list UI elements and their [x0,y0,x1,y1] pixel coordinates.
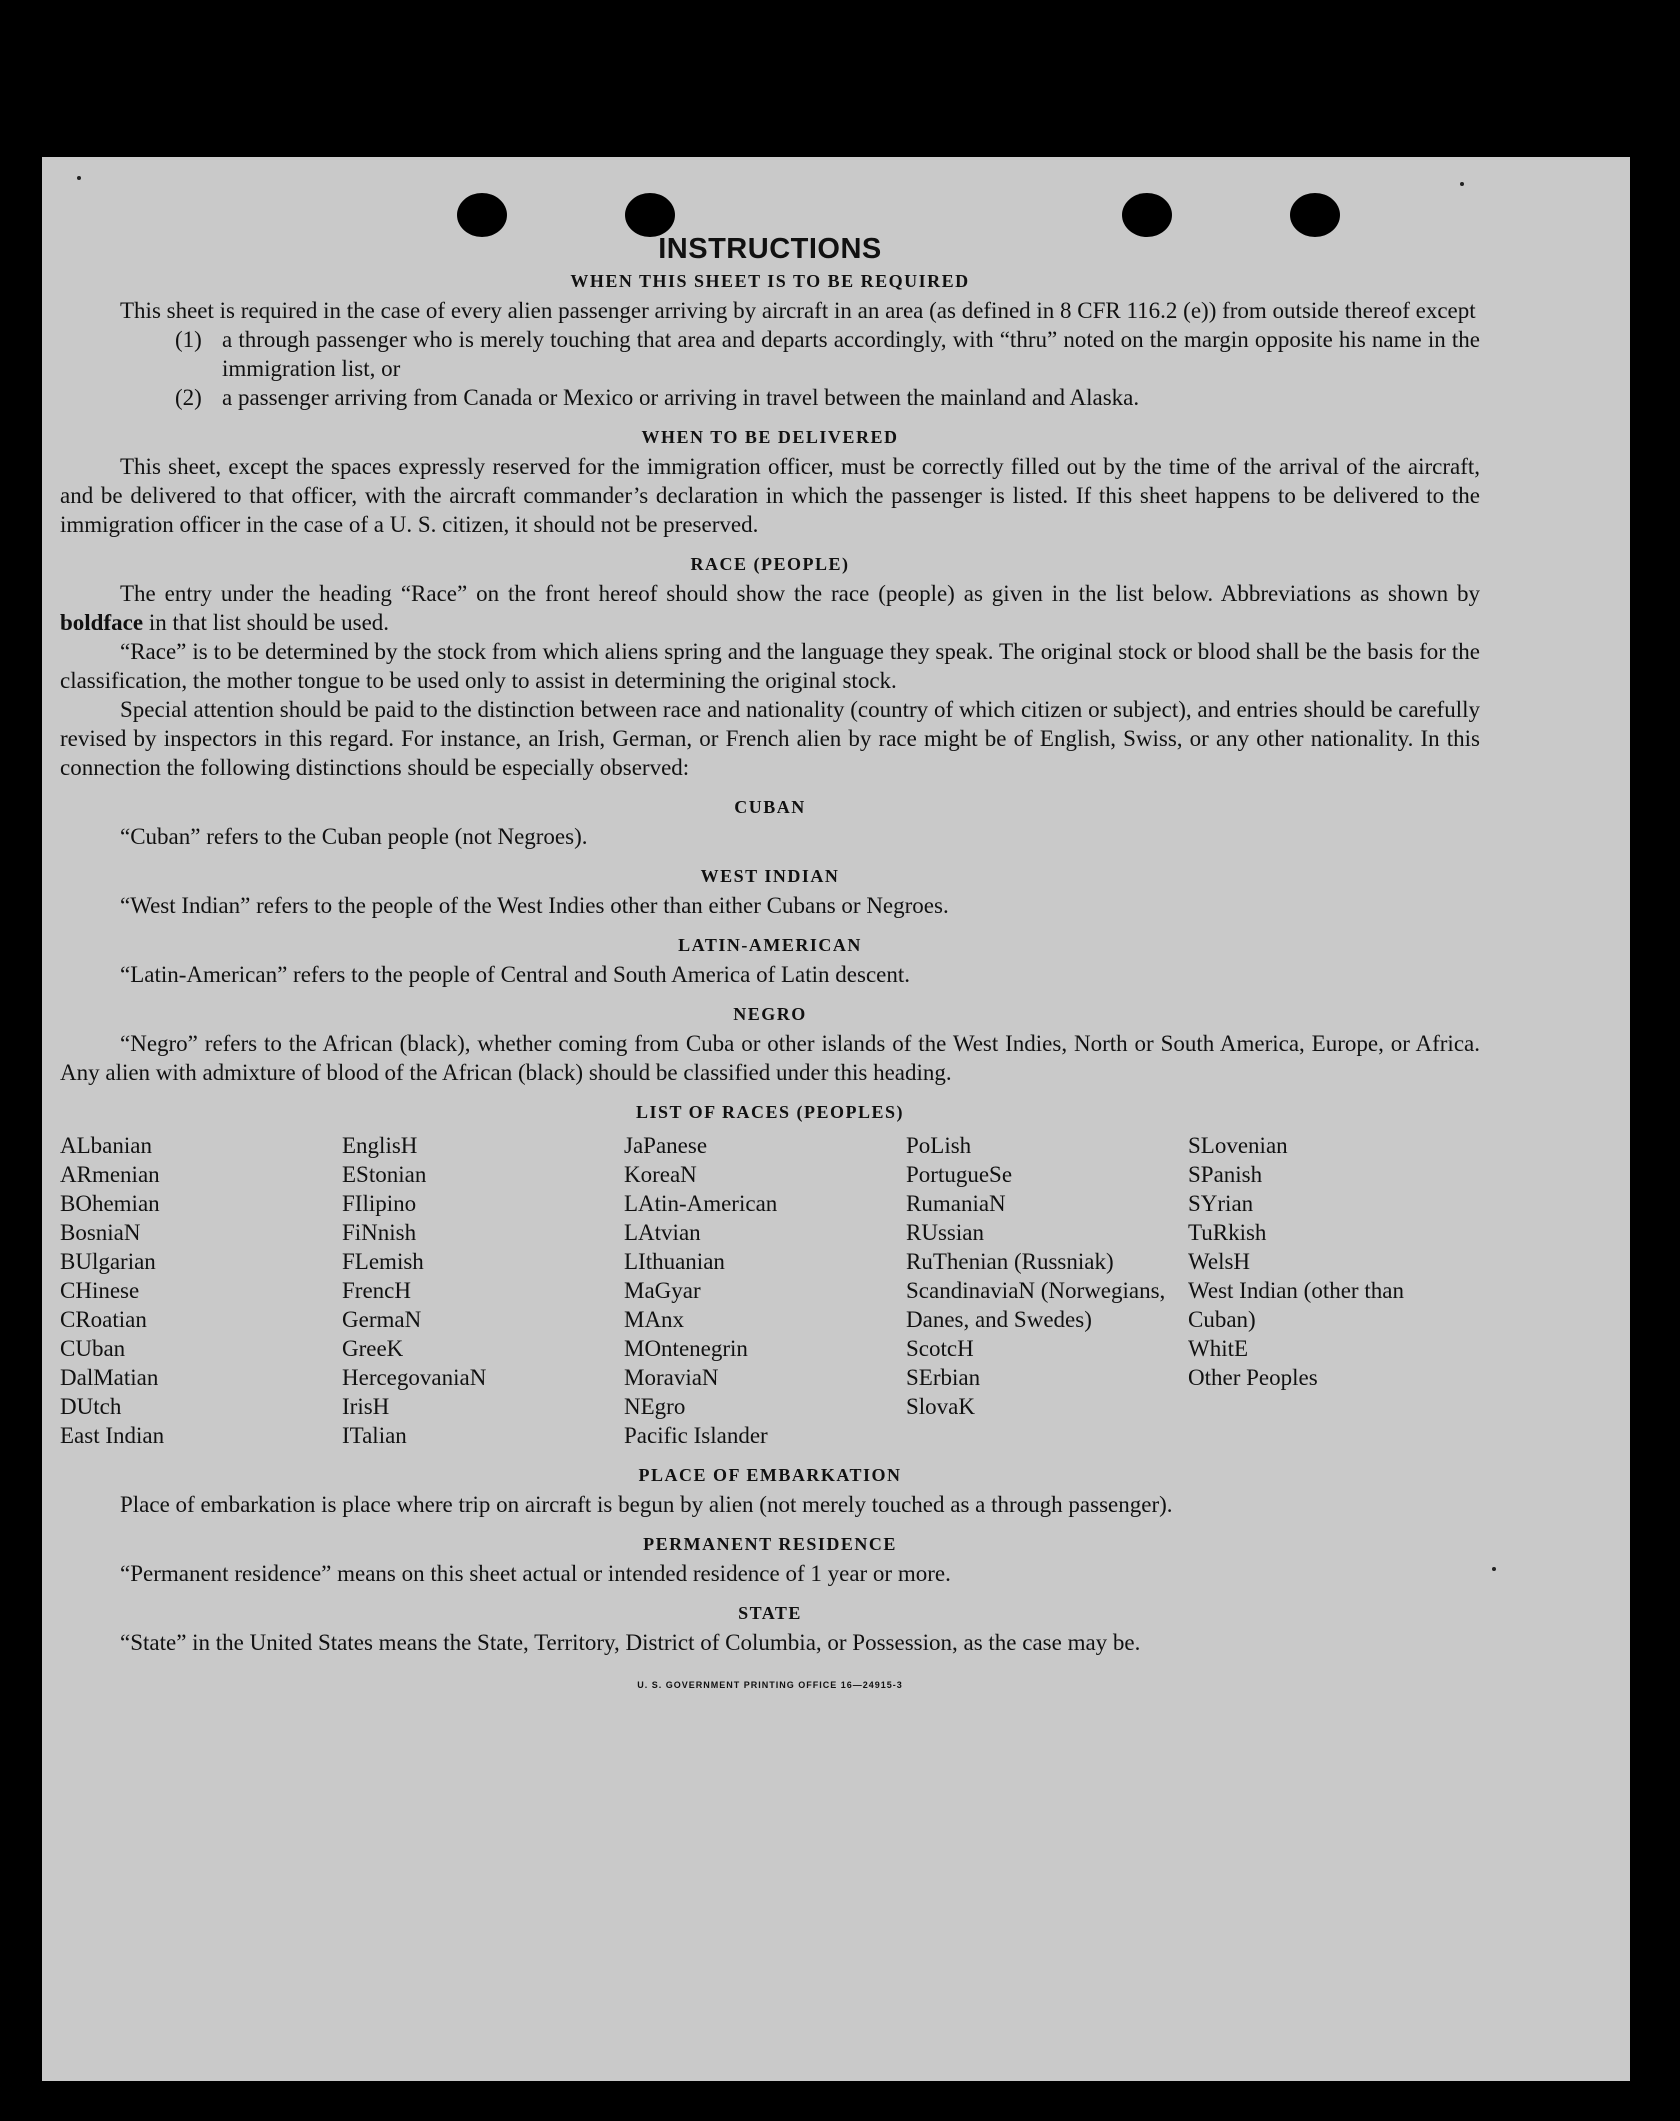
race-entry: KoreaN [624,1162,697,1187]
section-heading: LIST OF RACES (PEOPLES) [635,1102,905,1122]
race-entry: LAtvian [624,1220,701,1245]
race-entry: SYrian [1188,1191,1254,1216]
race-entry: BUlgarian [60,1249,156,1274]
race-entry: GreeK [342,1336,404,1361]
section-heading: PLACE OF EMBARKATION [638,1465,902,1485]
race-entry: ITalian [342,1423,407,1448]
paragraph: “West Indian” refers to the people of the West Indies other than either Cubans or Negroes. [120,893,949,918]
race-entry: FIlipino [342,1191,417,1216]
punch-hole [625,193,675,237]
race-entry: HercegovaniaN [342,1365,487,1390]
race-entry: RuThenian (Russniak) [906,1249,1114,1274]
item-number: (1) [175,327,202,352]
paragraph: “State” in the United States means the State, Territory, District of Columbia, or Possession, as the case may be. [120,1630,1141,1655]
race-entry: EnglisH [342,1133,418,1158]
race-entry: MAnx [624,1307,685,1332]
race-entry: BosniaN [60,1220,141,1245]
race-entry: FLemish [342,1249,424,1274]
race-entry: LAtin-American [624,1191,778,1216]
race-entry: NEgro [624,1394,686,1419]
section-heading: RACE (PEOPLE) [690,554,850,574]
race-entry: JaPanese [624,1133,708,1158]
race-entry: ALbanian [60,1133,152,1158]
race-entry: Other Peoples [1188,1365,1318,1390]
race-entry: BOhemian [60,1191,160,1216]
speck [1460,182,1464,186]
punch-hole [457,193,507,237]
paragraph: Place of embarkation is place where trip on aircraft is begun by alien (not merely touched as a through passenger). [120,1492,1173,1517]
instructions-content [60,235,1480,1700]
race-entry: RUssian [906,1220,984,1245]
race-entry: FrencH [342,1278,411,1303]
paragraph-text: in that list should be used. [148,610,390,635]
paragraph: “Negro” refers to the African (black), whether coming from Cuba or other islands of the West Indies, North or South America, Europe, or Africa. Any alien with admixture of blood of the African (black) should be classified under this heading. [60,1031,1480,1085]
section-heading: WEST INDIAN [700,866,840,886]
race-entry: CRoatian [60,1307,147,1332]
race-entry: ARmenian [60,1162,160,1187]
race-entry: PortugueSe [906,1162,1013,1187]
races-column [342,1131,624,1450]
speck [1492,1567,1496,1571]
race-entry: SErbian [906,1365,981,1390]
section-heading: PERMANENT RESIDENCE [643,1534,897,1554]
section-heading: NEGRO [733,1004,807,1024]
race-entry: MOntenegrin [624,1336,748,1361]
paragraph [60,579,1480,637]
race-entry: SlovaK [906,1394,975,1419]
paragraph: This sheet, except the spaces expressly reserved for the immigration officer, must be correctly filled out by the time of the arrival of the aircraft, and be delivered to that officer, with the aircraft commander’s declaration in which the passenger is listed. If this sheet happens to be delivered to the immigration officer in the case of a U. S. citizen, it should not be preserved. [60,454,1480,537]
section-heading: STATE [738,1603,802,1623]
race-entry: EStonian [342,1162,427,1187]
races-column [906,1131,1188,1450]
section-heading: WHEN TO BE DELIVERED [641,427,899,447]
item-text: a passenger arriving from Canada or Mexico or arriving in travel between the mainland and Alaska. [222,385,1140,410]
race-entry: CUban [60,1336,126,1361]
race-entry: West Indian (other than Cuban) [1188,1278,1404,1332]
section-heading: LATIN-AMERICAN [678,935,862,955]
list-item [60,383,1480,412]
item-number: (2) [175,385,202,410]
paragraph: “Race” is to be determined by the stock from which aliens spring and the language they speak. The original stock or blood shall be the basis for the classification, the mother tongue to be used only to assist in determining the original stock. [60,639,1480,693]
race-entry: PoLish [906,1133,972,1158]
race-entry: ScandinaviaN (Norwegians, Danes, and Swedes) [906,1278,1166,1332]
paragraph: “Permanent residence” means on this sheet actual or intended residence of 1 year or more. [120,1561,951,1586]
race-entry: GermaN [342,1307,422,1332]
paragraph: “Latin-American” refers to the people of Central and South America of Latin descent. [120,962,910,987]
race-entry: DalMatian [60,1365,159,1390]
race-entry: WhitE [1188,1336,1249,1361]
bold-term: boldface [60,610,144,635]
race-entry: CHinese [60,1278,140,1303]
race-entry: IrisH [342,1394,390,1419]
race-entry: TuRkish [1188,1220,1267,1245]
race-entry: WelsH [1188,1249,1251,1274]
race-entry: SLovenian [1188,1133,1288,1158]
race-entry: SPanish [1188,1162,1263,1187]
race-entry: MaGyar [624,1278,701,1303]
punch-hole [1290,193,1340,237]
punch-hole [1122,193,1172,237]
paragraph-text: This sheet is required in the case of every alien passenger arriving by aircraft in an area (as defined in 8 CFR 116.2 (e)) from outside thereof except [120,298,1476,323]
race-entry: RumaniaN [906,1191,1006,1216]
document-sheet [42,157,1630,2081]
printing-office-footer: U. S. GOVERNMENT PRINTING OFFICE 16—24915-3 [637,1680,903,1690]
race-entry: LIthuanian [624,1249,725,1274]
race-entry: ScotcH [906,1336,974,1361]
paragraph: Special attention should be paid to the distinction between race and nationality (country of which citizen or subject), and entries should be carefully revised by inspectors in this regard. For instance, an Irish, German, or French alien by race might be of English, Swiss, or any other nationality. In this connection the following distinctions should be especially observed: [60,697,1480,780]
races-column [624,1131,906,1450]
section-heading: CUBAN [734,797,806,817]
races-list [60,1131,1480,1450]
race-entry: MoraviaN [624,1365,719,1390]
races-column [1188,1131,1470,1450]
race-entry: FiNnish [342,1220,417,1245]
item-text: a through passenger who is merely touching that area and departs accordingly, with “thru” noted on the margin opposite his name in the immigration list, or [222,327,1480,381]
speck [77,176,81,180]
race-entry: East Indian [60,1423,165,1448]
section-heading: WHEN THIS SHEET IS TO BE REQUIRED [570,271,970,291]
list-item [60,325,1480,383]
paragraph: “Cuban” refers to the Cuban people (not Negroes). [120,824,588,849]
paragraph-text: The entry under the heading “Race” on the front hereof should show the race (people) as given in the list below. Abbreviations as shown by [120,581,1480,606]
page-title: INSTRUCTIONS [658,233,882,265]
race-entry: DUtch [60,1394,122,1419]
race-entry: Pacific Islander [624,1423,768,1448]
races-column [60,1131,342,1450]
paragraph [60,296,1480,325]
